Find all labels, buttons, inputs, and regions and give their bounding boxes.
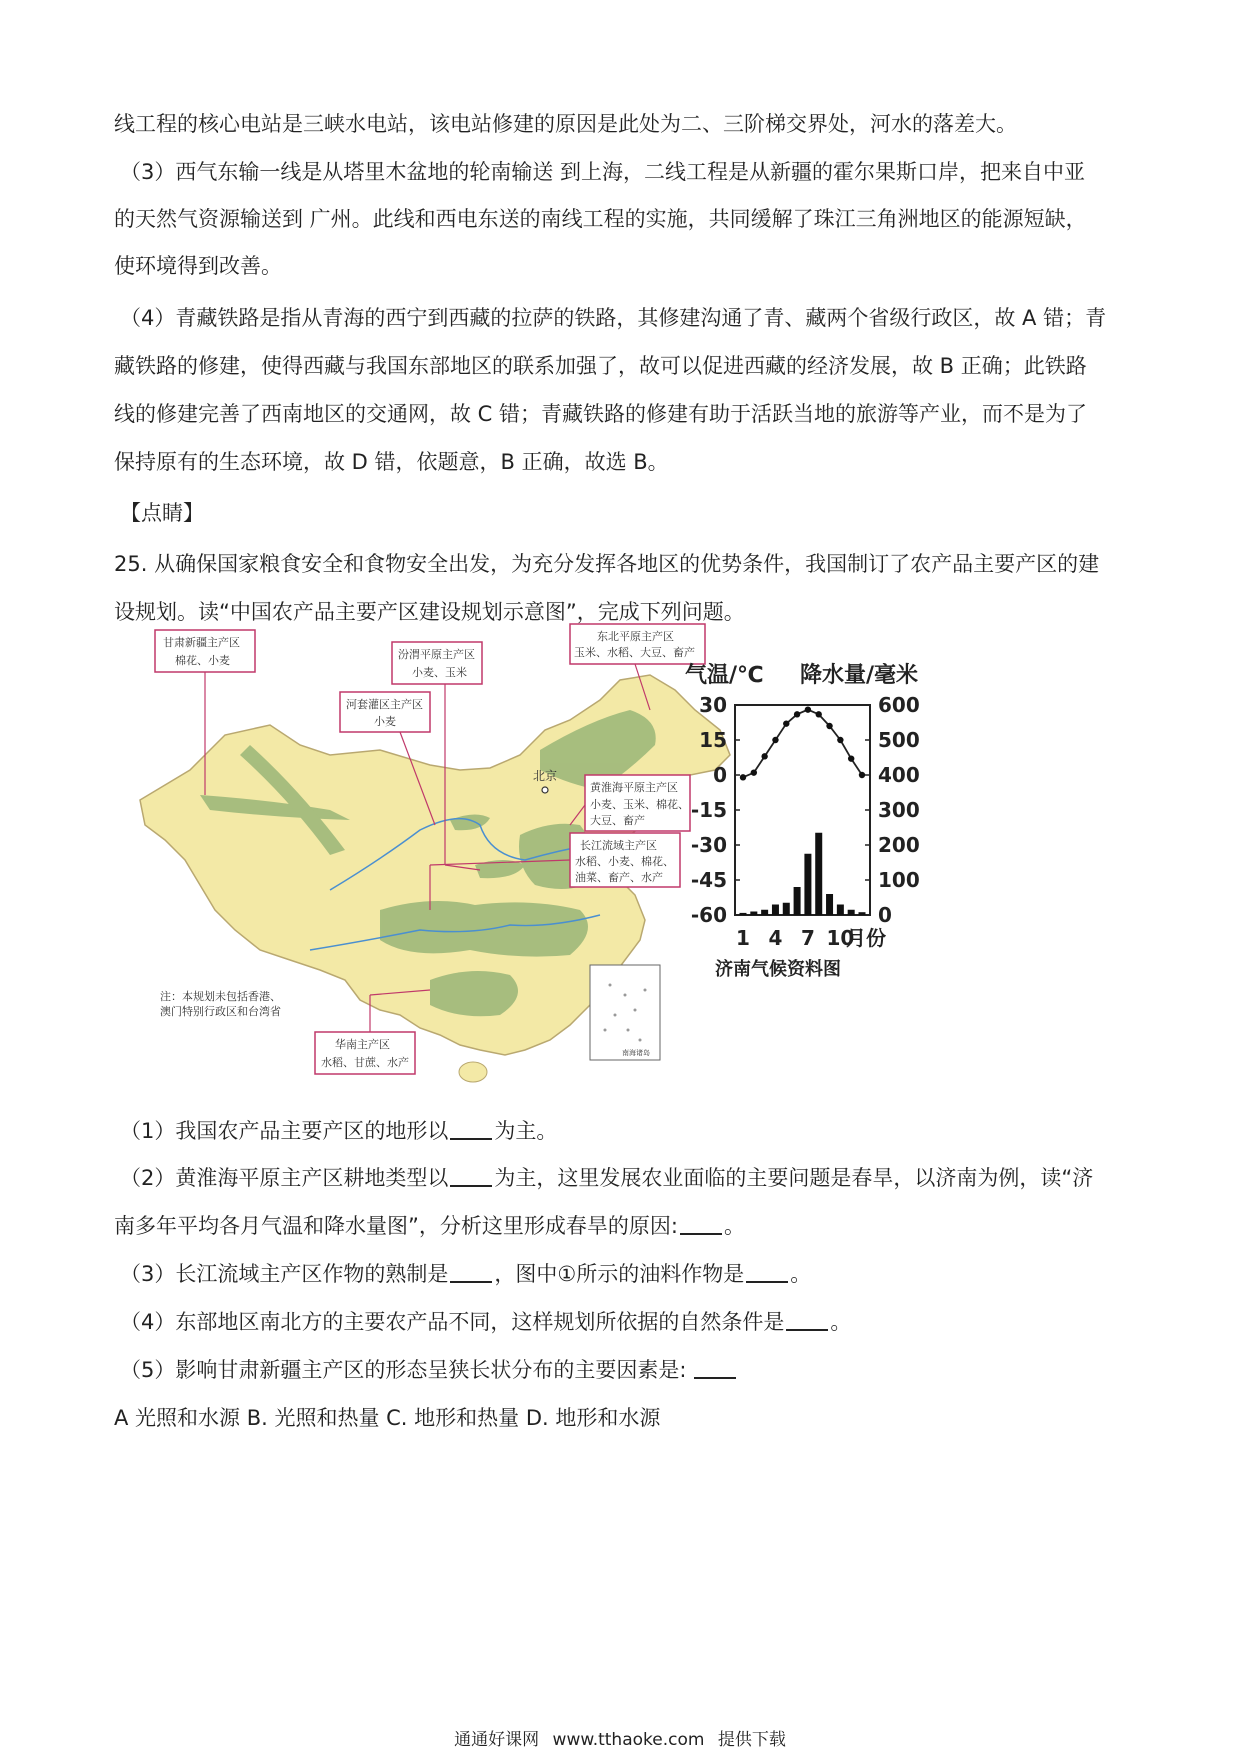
answer-4-line-2: 藏铁路的修建，使得西藏与我国东部地区的联系加强了，故可以促进西藏的经济发展，故 B 正确；此铁路 — [114, 354, 1087, 378]
svg-text:小麦、玉米、棉花、: 小麦、玉米、棉花、 — [590, 798, 689, 811]
question-5-options: A 光照和水源 B. 光照和热量 C. 地形和热量 D. 地形和水源 — [114, 1406, 661, 1430]
answer-blank[interactable] — [450, 1261, 492, 1283]
right-tick-label: 0 — [878, 903, 892, 927]
question-25-line-2: 设规划。读“中国农产品主要产区建设规划示意图”，完成下列问题。 — [114, 600, 745, 624]
south-china-sea-inset — [590, 965, 660, 1060]
right-tick-label: 500 — [878, 728, 920, 752]
beijing-label: 北京 — [533, 769, 558, 783]
question-5 — [120, 1354, 738, 1384]
q4-text-a: （4）东部地区南北方的主要农产品不同，这样规划所依据的自然条件是 — [120, 1310, 785, 1334]
left-tick-label: 30 — [699, 693, 727, 717]
svg-text:华南主产区: 华南主产区 — [335, 1038, 390, 1051]
precipitation-bar — [750, 912, 757, 916]
answer-blank[interactable] — [746, 1261, 788, 1283]
beijing-marker — [542, 787, 548, 793]
answer-blank[interactable] — [786, 1309, 828, 1331]
answer-4-line-3: 线的修建完善了西南地区的交通网，故 C 错；青藏铁路的修建有助于活跃当地的旅游等产业，而不是为了 — [114, 402, 1088, 426]
dianjing-heading: 【点睛】 — [120, 501, 204, 525]
q3-text-a: （3）长江流域主产区作物的熟制是 — [120, 1262, 449, 1286]
precipitation-bar — [772, 905, 779, 916]
precipitation-bar — [837, 905, 844, 916]
precipitation-bar — [804, 854, 811, 915]
answer-3-line-1: （3）西气东输一线是从塔里木盆地的轮南输送 到上海，二线工程是从新疆的霍尔果斯口岸，把来自中亚 — [120, 160, 1086, 184]
precipitation-bar — [740, 913, 747, 915]
precipitation-bar — [794, 887, 801, 915]
precipitation-bar — [859, 912, 866, 915]
chart-left-axis-label: 气温/℃ — [685, 663, 764, 688]
right-tick-label: 300 — [878, 798, 920, 822]
precipitation-bar — [761, 910, 768, 915]
svg-text:大豆、畜产: 大豆、畜产 — [590, 814, 645, 827]
svg-text:甘肃新疆主产区: 甘肃新疆主产区 — [163, 636, 240, 649]
changjiang-zone — [380, 901, 588, 957]
question-1 — [120, 1115, 557, 1145]
region-box-huanghuai — [570, 775, 690, 831]
svg-text:长江流域主产区: 长江流域主产区 — [580, 839, 657, 852]
temperature-point — [826, 723, 832, 729]
q2-text-d: 。 — [723, 1214, 745, 1238]
svg-text:小麦: 小麦 — [374, 715, 396, 728]
temperature-point — [761, 753, 767, 759]
temperature-point — [859, 772, 865, 778]
left-tick-label: 15 — [699, 728, 727, 752]
svg-text:小麦、玉米: 小麦、玉米 — [412, 666, 467, 679]
svg-text:汾渭平原主产区: 汾渭平原主产区 — [398, 648, 475, 661]
question-2-line-2 — [114, 1210, 745, 1240]
svg-text:玉米、水稻、大豆、畜产: 玉米、水稻、大豆、畜产 — [574, 646, 695, 659]
q4-text-b: 。 — [830, 1310, 852, 1334]
left-tick-label: -60 — [690, 903, 727, 927]
map-note-line-1: 注：本规划未包括香港、 — [160, 990, 281, 1003]
chart-right-ticks — [865, 693, 920, 927]
q2-text-a: （2）黄淮海平原主产区耕地类型以 — [120, 1166, 449, 1190]
svg-text:东北平原主产区: 东北平原主产区 — [597, 630, 674, 643]
answer-4-line-4: 保持原有的生态环境，故 D 错，依题意，B 正确，故选 B。 — [114, 450, 669, 474]
q3-text-c: 。 — [790, 1262, 812, 1286]
temperature-point — [772, 737, 778, 743]
left-tick-label: 0 — [713, 763, 727, 787]
x-tick-label: 1 — [736, 926, 750, 950]
temperature-point — [816, 711, 822, 717]
temperature-point — [837, 737, 843, 743]
chart-x-ticks — [736, 926, 854, 950]
answer-3-line-3: 使环境得到改善。 — [114, 254, 282, 278]
right-tick-label: 100 — [878, 868, 920, 892]
q1-text-a: （1）我国农产品主要产区的地形以 — [120, 1119, 449, 1143]
svg-text:油菜、畜产、水产: 油菜、畜产、水产 — [575, 871, 663, 884]
svg-text:河套灌区主产区: 河套灌区主产区 — [346, 698, 423, 711]
chart-x-unit: 月份 — [846, 926, 886, 950]
q2-text-b: 为主，这里发展农业面临的主要问题是春旱，以济南为例，读“济 — [494, 1166, 1094, 1190]
temperature-point — [740, 774, 746, 780]
svg-text:棉花、小麦: 棉花、小麦 — [175, 654, 230, 667]
question-3 — [120, 1258, 811, 1288]
hainan-island — [459, 1062, 487, 1082]
footer-site: 通通好课网 — [454, 1730, 540, 1750]
temperature-polyline — [743, 710, 862, 778]
south-zone — [430, 971, 518, 1016]
q2-text-c: 南多年平均各月气温和降水量图”，分析这里形成春旱的原因: — [114, 1214, 678, 1238]
q5-text-a: （5）影响甘肃新疆主产区的形态呈狭长状分布的主要因素是: — [120, 1358, 687, 1382]
map-note-line-2: 澳门特别行政区和台湾省 — [160, 1005, 281, 1018]
precipitation-bar — [826, 894, 833, 915]
x-tick-label: 4 — [768, 926, 783, 950]
answer-4-line-1: （4）青藏铁路是指从青海的西宁到西藏的拉萨的铁路，其修建沟通了青、藏两个省级行政区，故 A 错；青 — [120, 306, 1107, 330]
answer-3-line-2: 的天然气资源输送到 广州。此线和西电东送的南线工程的实施，共同缓解了珠江三角洲地区的能源短缺， — [114, 207, 1087, 231]
svg-text:黄淮海平原主产区: 黄淮海平原主产区 — [590, 781, 678, 794]
precipitation-bar — [848, 910, 855, 915]
answer-text-line: 线工程的核心电站是三峡水电站，该电站修建的原因是此处为二、三阶梯交界处，河水的落差大。 — [114, 112, 1017, 136]
footer-text: 提供下载 — [717, 1730, 786, 1750]
temperature-point — [805, 706, 811, 712]
footer-url[interactable]: www.tthaoke.com — [552, 1730, 705, 1750]
right-tick-label: 600 — [878, 693, 920, 717]
chart-plot-frame — [735, 705, 870, 915]
inset-label: 南海诸岛 — [622, 1049, 650, 1057]
svg-text:水稻、甘蔗、水产: 水稻、甘蔗、水产 — [321, 1056, 409, 1069]
x-tick-label: 10 — [826, 926, 855, 950]
x-tick-label: 7 — [800, 926, 815, 950]
chart-left-ticks — [691, 693, 740, 927]
temperature-point — [848, 755, 854, 761]
chart-right-axis-label: 降水量/毫米 — [800, 663, 919, 688]
question-25-line-1: 25. 从确保国家粮食安全和食物安全出发，为充分发挥各地区的优势条件，我国制订了农产品主要产区的建 — [114, 552, 1100, 576]
precipitation-bars — [740, 833, 866, 915]
temperature-point — [794, 711, 800, 717]
precipitation-bar — [783, 903, 790, 915]
answer-blank[interactable] — [680, 1213, 722, 1235]
chart-title: 济南气候资料图 — [715, 959, 841, 980]
answer-blank[interactable] — [450, 1118, 492, 1140]
climate-chart — [685, 662, 920, 980]
figure-map-and-chart — [130, 630, 1050, 1150]
left-tick-label: -15 — [690, 798, 727, 822]
china-map — [140, 624, 730, 1082]
temperature-point — [783, 720, 789, 726]
left-tick-label: -30 — [690, 833, 727, 857]
precipitation-bar — [815, 833, 822, 915]
page-footer — [0, 1725, 1240, 1750]
temperature-point — [751, 769, 757, 775]
svg-text:水稻、小麦、棉花、: 水稻、小麦、棉花、 — [575, 855, 674, 868]
answer-blank[interactable] — [694, 1357, 736, 1379]
answer-blank[interactable] — [450, 1165, 492, 1187]
q3-text-b: ，图中①所示的油料作物是 — [494, 1262, 745, 1286]
question-2-line-1 — [120, 1162, 1093, 1192]
q1-text-b: 为主。 — [494, 1119, 558, 1143]
right-tick-label: 400 — [878, 763, 920, 787]
right-tick-label: 200 — [878, 833, 920, 857]
question-4 — [120, 1306, 851, 1336]
temperature-line — [740, 706, 865, 780]
left-tick-label: -45 — [690, 868, 727, 892]
